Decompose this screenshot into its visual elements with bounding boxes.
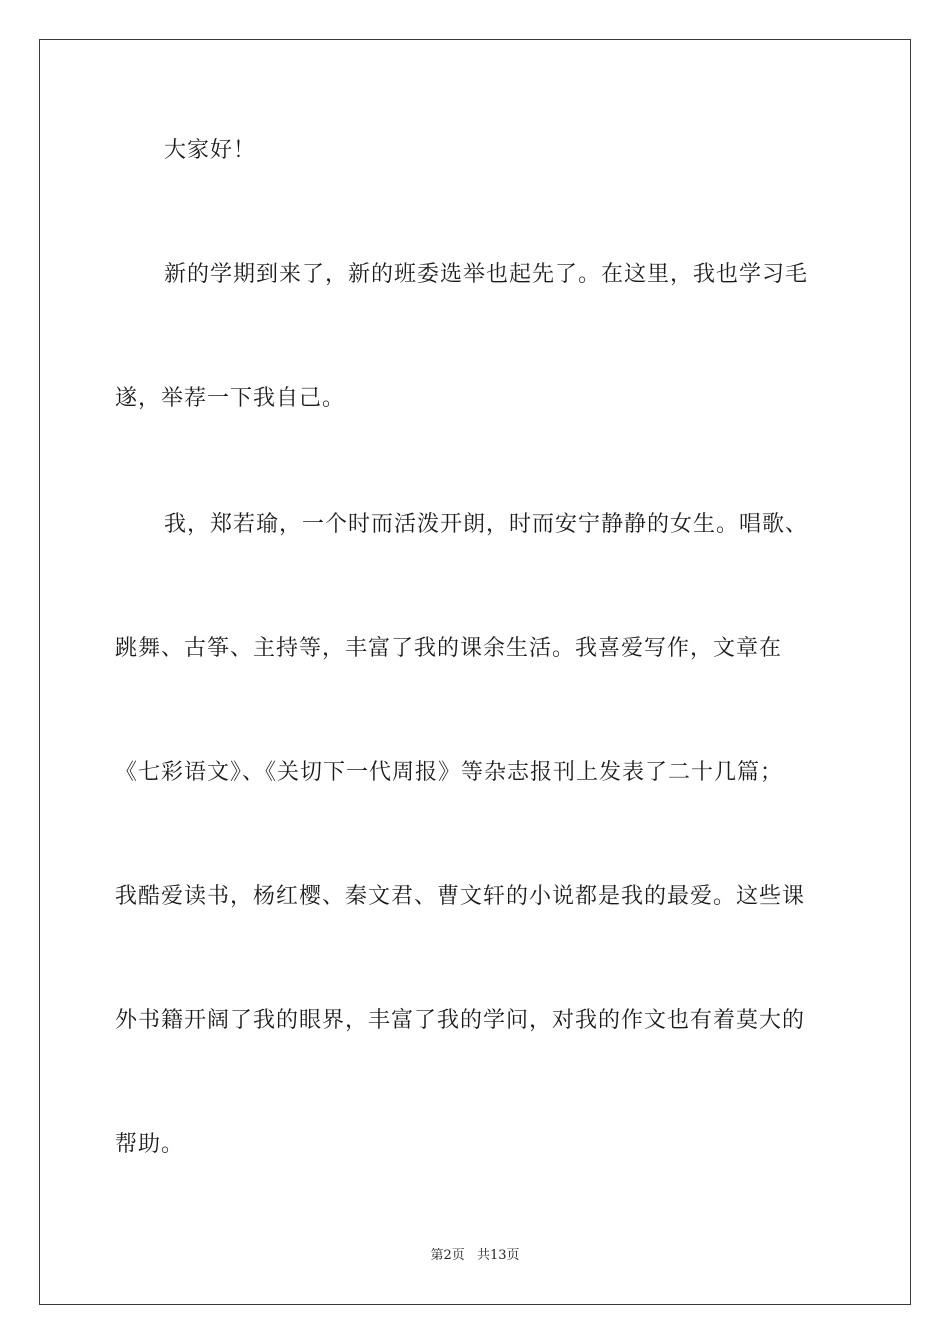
paragraph-2-line-1: 我，郑若瑜，一个时而活泼开朗，时而安宁静静的女生。唱歌、: [164, 512, 809, 537]
paragraph-2-line-5: 外书籍开阔了我的眼界，丰富了我的学问，对我的作文也有着莫大的: [115, 1008, 806, 1033]
page-footer: [0, 1247, 950, 1265]
paragraph-1-line-1: 新的学期到来了，新的班委选举也起先了。在这里，我也学习毛: [164, 262, 809, 287]
paragraph-2-line-4: 我酷爱读书，杨红樱、秦文君、曹文轩的小说都是我的最爱。这些课: [115, 884, 806, 909]
page-frame: [39, 39, 911, 1305]
page-number: 第2页: [430, 1248, 465, 1263]
page-total: 共13页: [476, 1248, 520, 1263]
paragraph-1-line-2: 遂，举荐一下我自己。: [115, 386, 346, 411]
paragraph-2-line-6: 帮助。: [115, 1132, 185, 1157]
paragraph-2-line-2: 跳舞、古筝、主持等，丰富了我的课余生活。我喜爱写作，文章在: [115, 636, 783, 661]
paragraph-2-line-3: 《七彩语文》、《关切下一代周报》等杂志报刊上发表了二十几篇；: [115, 760, 784, 785]
greeting-line: 大家好！: [164, 138, 257, 163]
